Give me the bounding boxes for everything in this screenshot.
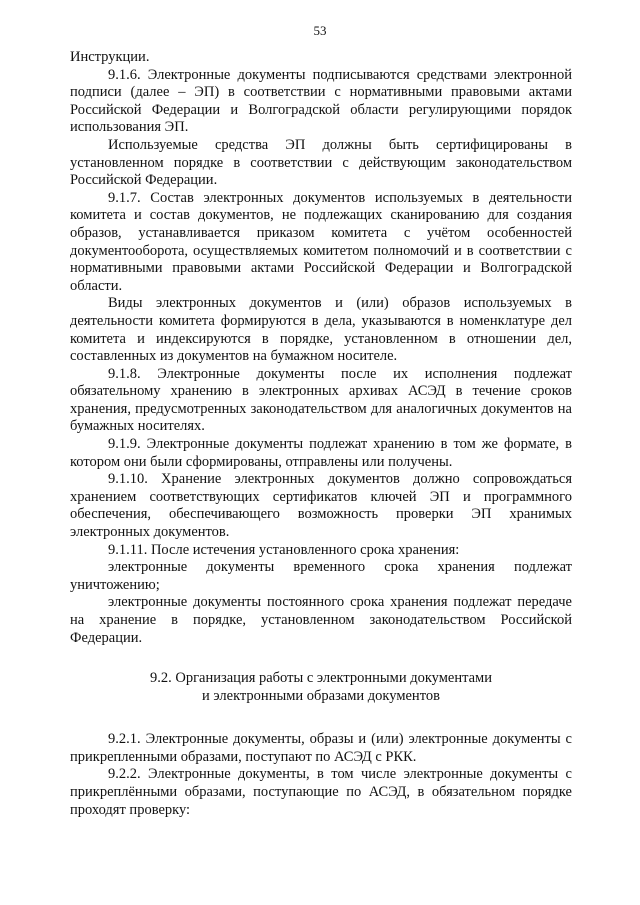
paragraph-9-1-10: 9.1.10. Хранение электронных документов должно сопровождаться хранением соответствующих сертификатов ключей ЭП и программного обеспечения, обеспечивающего возможность проверки ЭП хранимых электронных документов.	[70, 471, 572, 541]
paragraph-9-1-6: 9.1.6. Электронные документы подписываются средствами электронной подписи (далее – ЭП) в соответствии с нормативными правовыми актами Российской Федерации и Волгоградской области регулирующими порядок использования ЭП.	[70, 66, 572, 136]
page-number: 53	[313, 23, 327, 38]
section-heading-9-2	[70, 669, 572, 705]
paragraph-ep-certification: Используемые средства ЭП должны быть сертифицированы в установленном порядке в соответствии с действующим законодательством Российской Федерации.	[70, 136, 572, 189]
paragraph-9-2-2: 9.2.2. Электронные документы, в том числе электронные документы с прикреплёнными образами, поступающие по АСЭД, в обязательном порядке проходят проверку:	[70, 766, 572, 818]
paragraph-document-types: Виды электронных документов и (или) образов используемых в деятельности комитета формируются в дела, указываются в номенклатуре дел комитета и индексируются в порядке, установленном в отношении дел, составленных из документов на бумажном носителе.	[70, 295, 572, 365]
paragraph-continuation: Инструкции.	[70, 49, 150, 65]
paragraph-permanent-storage: электронные документы постоянного срока хранения подлежат передаче на хранение в порядке, установленном законодательством Российской Федерации.	[70, 594, 572, 646]
paragraph-9-1-11: 9.1.11. После истечения установленного срока хранения:	[108, 541, 460, 558]
section-heading-line-2: и электронными образами документов	[202, 688, 440, 705]
document-body	[70, 49, 572, 819]
paragraph-9-2-1: 9.2.1. Электронные документы, образы и (или) электронные документы с прикрепленными образами, поступают по АСЭД с РКК.	[70, 731, 572, 765]
section-heading-line-1: 9.2. Организация работы с электронными документами	[150, 670, 492, 687]
paragraph-temporary-storage: электронные документы временного срока хранения подлежат уничтожению;	[70, 559, 572, 593]
paragraph-9-1-9: 9.1.9. Электронные документы подлежат хранению в том же формате, в котором они были сформированы, отправлены или получены.	[70, 436, 572, 470]
paragraph-9-1-7: 9.1.7. Состав электронных документов используемых в деятельности комитета и состав документов, не подлежащих сканированию для создания образов, устанавливается приказом комитета с учётом особенностей документооборота, осуществляемых комитетом полномочий и в соответствии с нормативными правовыми актами Российской Федерации и Волгоградской области.	[70, 189, 572, 294]
paragraph-9-1-8: 9.1.8. Электронные документы после их исполнения подлежат обязательному хранению в электронных архивах АСЭД в течение сроков хранения, предусмотренных законодательством для аналогичных документов на бумажных носителях.	[70, 365, 572, 435]
